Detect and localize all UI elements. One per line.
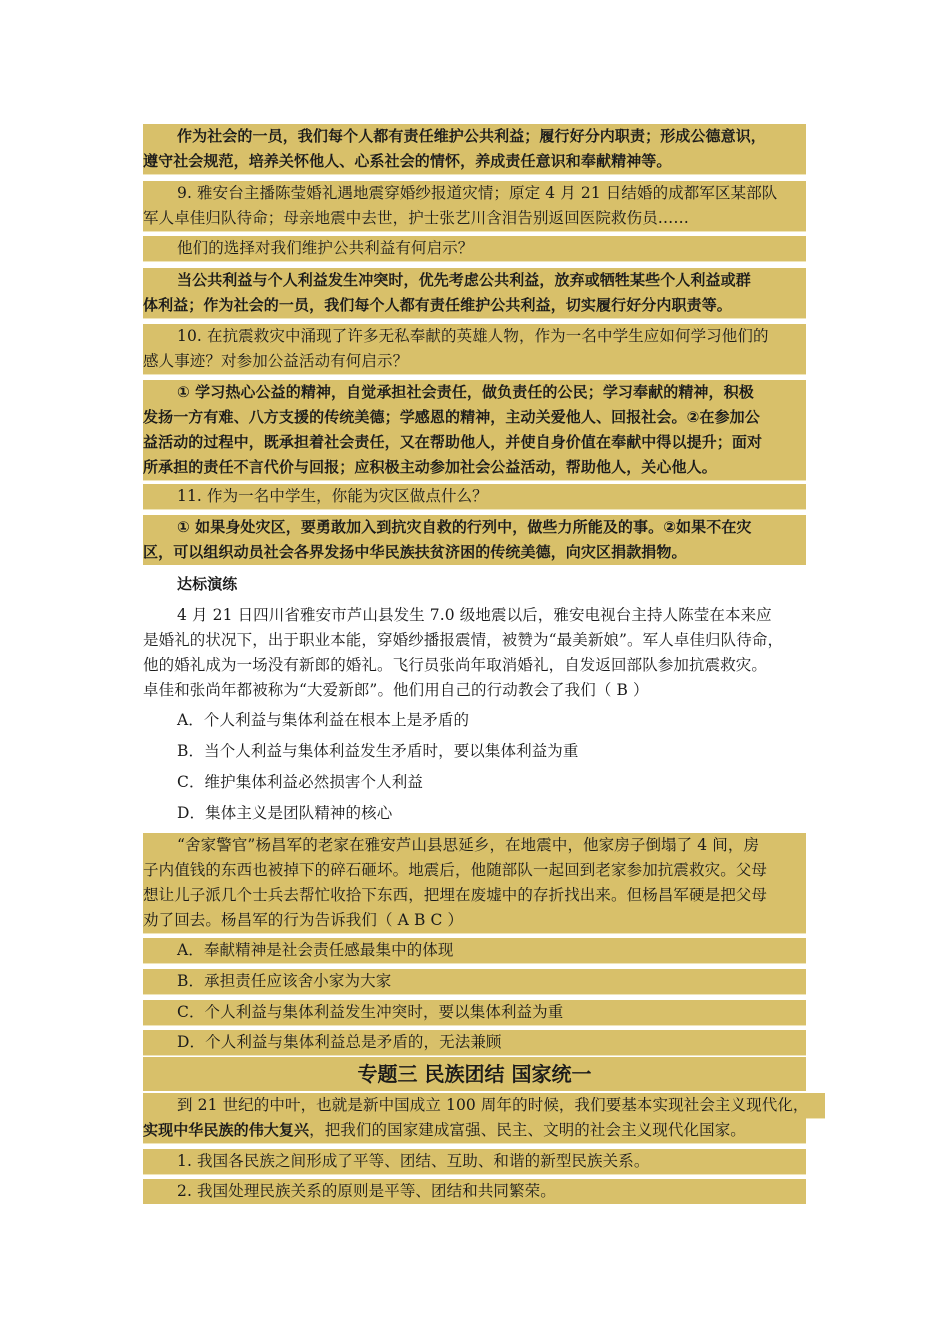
topic-point-1: 1. 我国各民族之间形成了平等、团结、互助、和谐的新型民族关系。: [143, 1149, 806, 1175]
answer-line: 益活动的过程中，既承担着社会责任，又在帮助他人，并使自身价值在奉献中得以提升；面对: [143, 430, 806, 456]
answer-line: 区，可以组织动员社会各界发扬中华民族扶贫济困的传统美德，向灾区捐款捐物。: [143, 540, 806, 565]
answer-line: 体利益；作为社会的一员，我们每个人都有责任维护公共利益，切实履行好分内职责等。: [143, 293, 806, 319]
section-heading-practice: 达标演练: [177, 575, 238, 593]
exercise-line: 卓佳和张尚年都被称为“大爱新郎”。他们用自己的行动教会了我们（ B ）: [143, 681, 649, 699]
question-line: 感人事迹？对参加公益活动有何启示？: [143, 349, 806, 375]
option-d: D．集体主义是团队精神的核心: [177, 804, 393, 822]
option-b: B．承担责任应该舍小家为大家: [143, 969, 806, 995]
topic-title: 专题三 民族团结 国家统一: [143, 1057, 806, 1091]
question-line: 他们的选择对我们维护公共利益有何启示？: [143, 236, 806, 262]
question-11: 11. 作为一名中学生，你能为灾区做点什么？: [143, 484, 806, 510]
answer-line: 所承担的责任不言代价与回报；应积极主动参加社会公益活动，帮助他人，关心他人。: [143, 455, 806, 481]
exercise-line: 子内值钱的东西也被掉下的碎石砸坏。地震后，他随部队一起回到老家参加抗震救灾。父母: [143, 858, 806, 884]
paragraph-text: ，把我们的国家建成富强、民主、文明的社会主义现代化国家。: [309, 1121, 746, 1139]
exercise-2: “舍家警官”杨昌军的老家在雅安芦山县思延乡，在地震中，他家房子倒塌了 4 间，房: [143, 833, 806, 859]
answer-9: 当公共利益与个人利益发生冲突时，优先考虑公共利益，放弃或牺牲某些个人利益或群: [143, 268, 806, 294]
paragraph-line: 遵守社会规范，培养关怀他人、心系社会的情怀，养成责任意识和奉献精神等。: [143, 149, 806, 175]
option-a: A．个人利益与集体利益在根本上是矛盾的: [177, 711, 470, 729]
option-d: D．个人利益与集体利益总是矛盾的，无法兼顾: [143, 1030, 806, 1056]
answer-10: ① 学习热心公益的精神，自觉承担社会责任，做负责任的公民；学习奉献的精神，积极: [143, 380, 806, 406]
exercise-line: 他的婚礼成为一场没有新郎的婚礼。飞行员张尚年取消婚礼，自发返回部队参加抗震救灾。: [143, 656, 768, 674]
topic-paragraph-line: [143, 1118, 806, 1144]
question-9: 9. 雅安台主播陈莹婚礼遇地震穿婚纱报道灾情；原定 4 月 21 日结婚的成都军区某部队: [143, 181, 806, 207]
exercise-line: 劝了回去。杨昌军的行为告诉我们（ A B C ）: [143, 908, 806, 934]
emphasis-text: 实现中华民族的伟大复兴: [143, 1121, 310, 1139]
answer-line: 发扬一方有难、八方支援的传统美德；学感恩的精神，主动关爱他人、回报社会。②在参加公: [143, 405, 806, 431]
paragraph-line: 作为社会的一员，我们每个人都有责任维护公共利益；履行好分内职责；形成公德意识，: [143, 124, 806, 150]
option-b: B．当个人利益与集体利益发生矛盾时，要以集体利益为重: [177, 742, 579, 760]
topic-point-2: 2. 我国处理民族关系的原则是平等、团结和共同繁荣。: [143, 1179, 806, 1204]
exercise-line: 是婚礼的状况下，出于职业本能，穿婚纱播报震情，被赞为“最美新娘”。军人卓佳归队待命，: [143, 631, 784, 649]
question-10: 10. 在抗震救灾中涌现了许多无私奉献的英雄人物，作为一名中学生应如何学习他们的: [143, 324, 806, 350]
option-c: C．维护集体利益必然损害个人利益: [177, 773, 423, 791]
exercise-1: 4 月 21 日四川省雅安市芦山县发生 7.0 级地震以后，雅安电视台主持人陈莹在本来应: [177, 606, 772, 624]
option-c: C．个人利益与集体利益发生冲突时，要以集体利益为重: [143, 1000, 806, 1026]
answer-11: ① 如果身处灾区，要勇敢加入到抗灾自救的行列中，做些力所能及的事。②如果不在灾: [143, 515, 806, 541]
option-a: A．奉献精神是社会责任感最集中的体现: [143, 938, 806, 964]
question-line: 军人卓佳归队待命；母亲地震中去世，护士张艺川含泪告别返回医院救伤员……: [143, 206, 806, 232]
topic-paragraph: 到 21 世纪的中叶，也就是新中国成立 100 周年的时候，我们要基本实现社会主义现代化，: [143, 1093, 825, 1119]
exercise-line: 想让儿子派几个士兵去帮忙收拾下东西，把埋在废墟中的存折找出来。但杨昌军硬是把父母: [143, 883, 806, 909]
